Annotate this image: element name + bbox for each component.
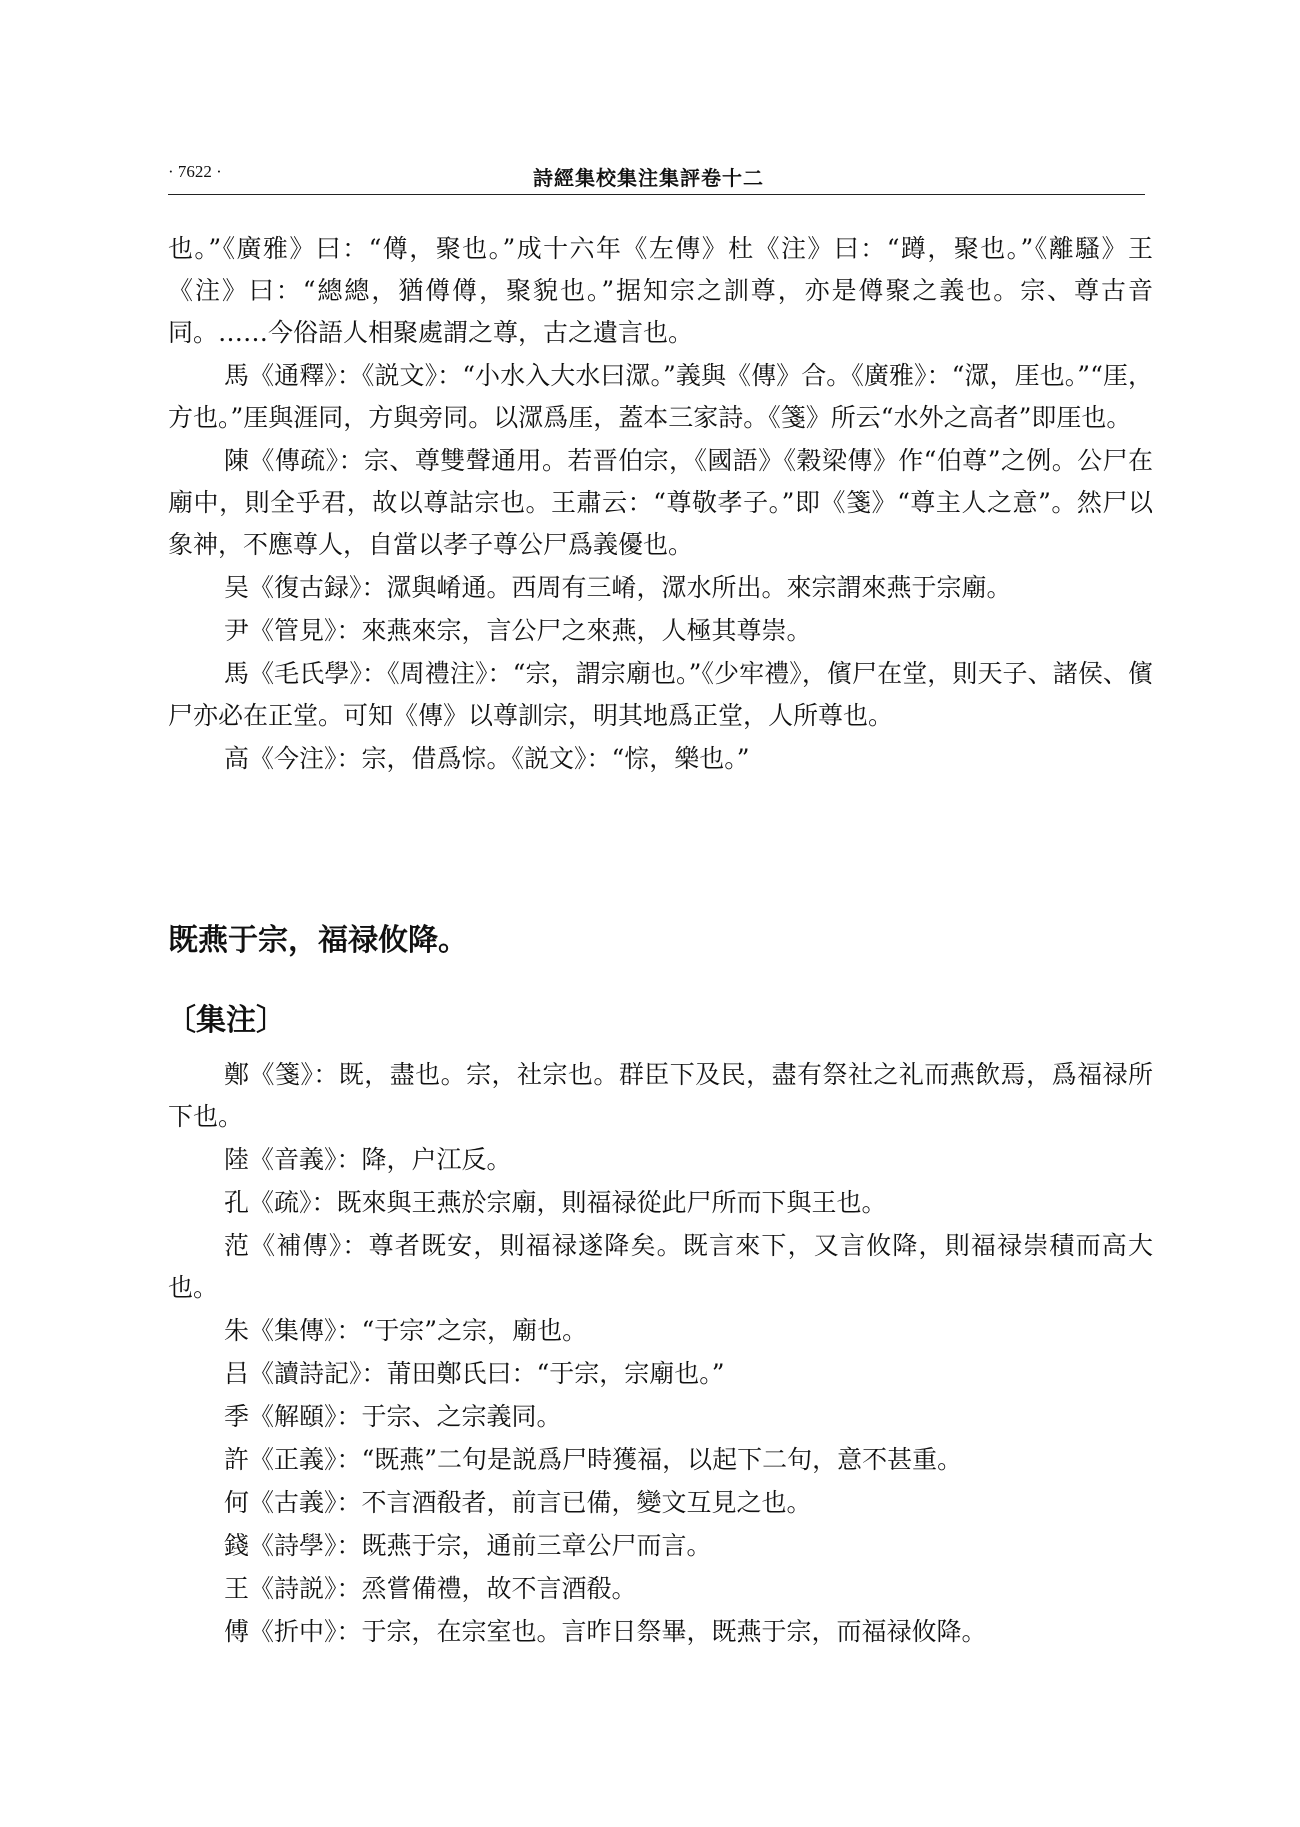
collected-notes xyxy=(168,1054,1153,1654)
running-title: 詩經集校集注集評卷十二 xyxy=(533,166,764,190)
page-header xyxy=(168,162,1145,192)
paragraph: 錢《詩學》：既燕于宗，通前三章公尸而言。 xyxy=(224,1531,712,1560)
paragraph: 季《解頤》：于宗、之宗義同。 xyxy=(224,1402,562,1431)
paragraph: 陳《傳疏》：宗、尊雙聲通用。若晋伯宗，《國語》《穀梁傳》作“伯尊”之例。公尸在廟中，則全乎君，故以尊詁宗也。王肅云：“尊敬孝子。”即《箋》“尊主人之意”。然尸以象神，不應尊人，自當以孝子尊公尸爲義優也。 xyxy=(168,446,1153,559)
paragraph: 王《詩説》：烝嘗備禮，故不言酒殽。 xyxy=(224,1574,637,1603)
paragraph: 馬《通釋》：《説文》：“小水入大水曰潀。”義與《傳》合。《廣雅》：“潀，厓也。”“厓，方也。”厓與涯同，方與旁同。以潀爲厓，蓋本三家詩。《箋》所云“水外之高者”即厓也。 xyxy=(168,361,1153,432)
paragraph: 傅《折中》：于宗，在宗室也。言昨日祭畢，既燕于宗，而福禄攸降。 xyxy=(224,1617,987,1646)
paragraph: 馬《毛氏學》：《周禮注》：“宗，謂宗廟也。”《少牢禮》，儐尸在堂，則天子、諸侯、儐尸亦必在正堂。可知《傳》以尊訓宗，明其地爲正堂，人所尊也。 xyxy=(168,659,1153,730)
paragraph: 何《古義》：不言酒殽者，前言已備，變文互見之也。 xyxy=(224,1488,812,1517)
upper-commentary xyxy=(168,228,1153,781)
paragraph: 孔《疏》：既來與王燕於宗廟，則福禄從此尸所而下與王也。 xyxy=(224,1188,887,1217)
page-number: · 7622 · xyxy=(168,162,222,181)
paragraph: 鄭《箋》：既，盡也。宗，社宗也。群臣下及民，盡有祭社之礼而燕飲焉，爲福禄所下也。 xyxy=(168,1060,1153,1131)
paragraph: 尹《管見》：來燕來宗，言公尸之來燕，人極其尊崇。 xyxy=(224,616,812,645)
paragraph: 高《今注》：宗，借爲悰。《説文》：“悰，樂也。” xyxy=(224,744,750,773)
paragraph: 許《正義》：“既燕”二句是説爲尸時獲福，以起下二句，意不甚重。 xyxy=(224,1445,963,1474)
verse-line: 既燕于宗，福禄攸降。 xyxy=(168,923,468,958)
header-rule xyxy=(168,194,1145,195)
paragraph: 也。”《廣雅》曰：“僔，聚也。”成十六年《左傳》杜《注》曰：“蹲，聚也。”《離騷》王《注》曰：“總總，猶僔僔，聚貌也。”据知宗之訓尊，亦是僔聚之義也。宗、尊古音同。……今俗語人相聚處謂之尊，古之遺言也。 xyxy=(168,234,1153,347)
paragraph: 陸《音義》：降，户江反。 xyxy=(224,1145,512,1174)
paragraph: 吕《讀詩記》：莆田鄭氏曰：“于宗，宗廟也。” xyxy=(224,1359,725,1388)
paragraph: 吴《復古録》：潀與崤通。西周有三崤，潀水所出。來宗謂來燕于宗廟。 xyxy=(224,573,1012,602)
section-heading: 〔集注〕 xyxy=(166,1003,286,1038)
paragraph: 范《補傳》：尊者既安，則福禄遂降矣。既言來下，又言攸降，則福禄崇積而高大也。 xyxy=(168,1231,1153,1302)
paragraph: 朱《集傳》：“于宗”之宗，廟也。 xyxy=(224,1316,588,1345)
